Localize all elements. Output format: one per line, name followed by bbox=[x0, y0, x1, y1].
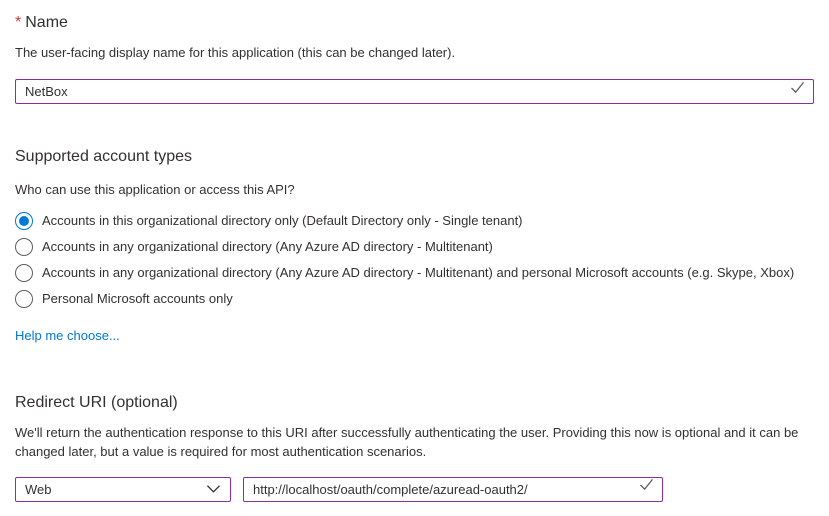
name-title-text: Name bbox=[25, 14, 68, 31]
radio-button-icon[interactable] bbox=[15, 264, 33, 282]
radio-option-label: Accounts in this organizational directory only (Default Directory only - Single tenant) bbox=[42, 213, 523, 228]
uri-field-wrap bbox=[243, 477, 663, 502]
redirect-uri-title: Redirect URI (optional) bbox=[15, 394, 178, 411]
required-asterisk: * bbox=[15, 14, 22, 31]
platform-select[interactable] bbox=[15, 477, 231, 502]
redirect-uri-section bbox=[15, 392, 814, 502]
radio-option-label: Personal Microsoft accounts only bbox=[42, 291, 233, 306]
name-field-wrap bbox=[15, 62, 814, 104]
radio-option-3[interactable] bbox=[15, 286, 814, 312]
radio-option-2[interactable] bbox=[15, 260, 814, 286]
redirect-uri-description: We'll return the authentication response to this URI after successfully authenticating the user. Providing this now is optional and it can be changed later, but a value is required for most authentication scenarios. bbox=[15, 425, 799, 459]
radio-option-label: Accounts in any organizational directory (Any Azure AD directory - Multitenant) and personal Microsoft accounts (e.g. Skype, Xbox) bbox=[42, 265, 795, 280]
help-me-choose-link[interactable]: Help me choose... bbox=[15, 328, 120, 343]
name-description: The user-facing display name for this application (this can be changed later). bbox=[15, 45, 456, 60]
radio-option-0[interactable] bbox=[15, 208, 814, 234]
chevron-down-icon bbox=[206, 482, 221, 497]
name-section bbox=[15, 12, 814, 104]
name-input[interactable] bbox=[15, 79, 814, 104]
redirect-uri-row bbox=[15, 477, 814, 502]
account-types-question: Who can use this application or access this API? bbox=[15, 182, 295, 197]
radio-option-label: Accounts in any organizational directory (Any Azure AD directory - Multitenant) bbox=[42, 239, 493, 254]
radio-button-icon[interactable] bbox=[15, 290, 33, 308]
platform-select-value: Web bbox=[25, 482, 52, 497]
radio-button-icon[interactable] bbox=[15, 238, 33, 256]
account-types-section bbox=[15, 146, 814, 345]
radio-option-1[interactable] bbox=[15, 234, 814, 260]
account-types-title: Supported account types bbox=[15, 148, 193, 165]
radio-button-icon[interactable] bbox=[15, 212, 33, 230]
account-types-radio-group bbox=[15, 208, 814, 312]
redirect-uri-input[interactable] bbox=[243, 477, 663, 502]
name-section-title bbox=[15, 12, 814, 33]
